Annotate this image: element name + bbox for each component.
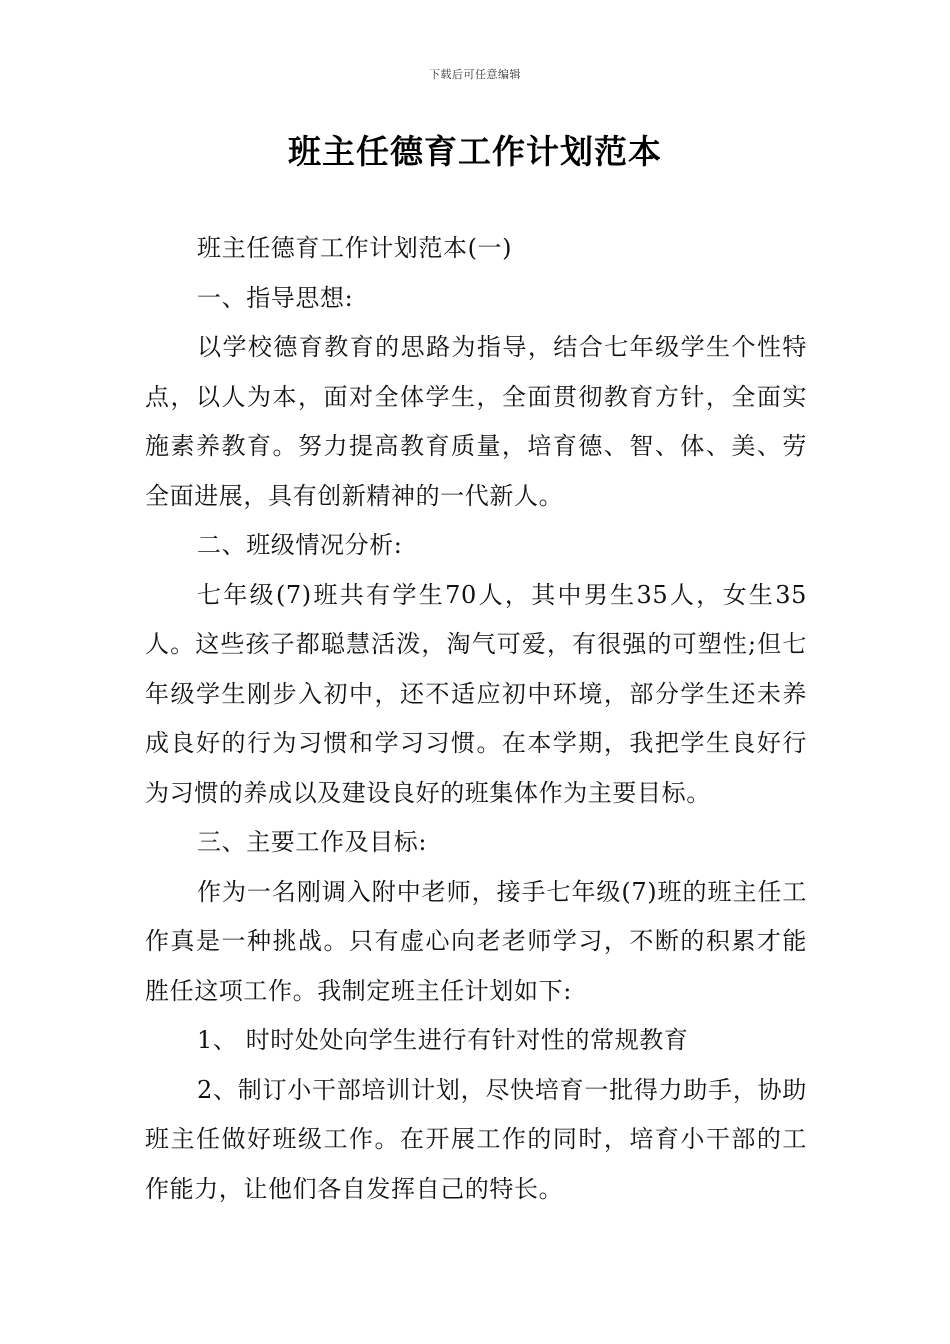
- heading-guiding-ideology: 一、指导思想:: [197, 283, 354, 312]
- document-body: [145, 224, 807, 1214]
- list-item-1: 1、 时时处处向学生进行有针对性的常规教育: [197, 1026, 689, 1054]
- list-item-2: 2、制订小干部培训计划，尽快培育一批得力助手，协助班主任做好班级工作。在开展工作的同时，培育小干部的工作能力，让他们各自发挥自己的特长。: [145, 1075, 807, 1203]
- paragraph-guiding-ideology: 以学校德育教育的思路为指导，结合七年级学生个性特点，以人为本，面对全体学生，全面贯彻教育方针，全面实施素养教育。努力提高教育质量，培育德、智、体、美、劳全面进展，具有创新精神的一代新人。: [145, 333, 807, 510]
- paragraph-class-analysis: 七年级(7)班共有学生70人，其中男生35人，女生35人。这些孩子都聪慧活泼，淘气可爱，有很强的可塑性;但七年级学生刚步入初中，还不适应初中环境，部分学生还未养成良好的行为习惯和学习习惯。在本学期，我把学生良好行为习惯的养成以及建设良好的班集体作为主要目标。: [145, 580, 807, 807]
- paragraph-subtitle: 班主任德育工作计划范本(一): [197, 234, 513, 262]
- heading-class-analysis: 二、班级情况分析:: [197, 531, 403, 559]
- document-title: 班主任德育工作计划范本: [288, 132, 662, 171]
- paragraph-main-work: 作为一名刚调入附中老师，接手七年级(7)班的班主任工作真是一种挑战。只有虚心向老老师学习，不断的积累才能胜任这项工作。我制定班主任计划如下:: [145, 877, 807, 1005]
- heading-main-work: 三、主要工作及目标:: [197, 828, 428, 856]
- header-note: 下载后可任意编辑: [429, 68, 521, 81]
